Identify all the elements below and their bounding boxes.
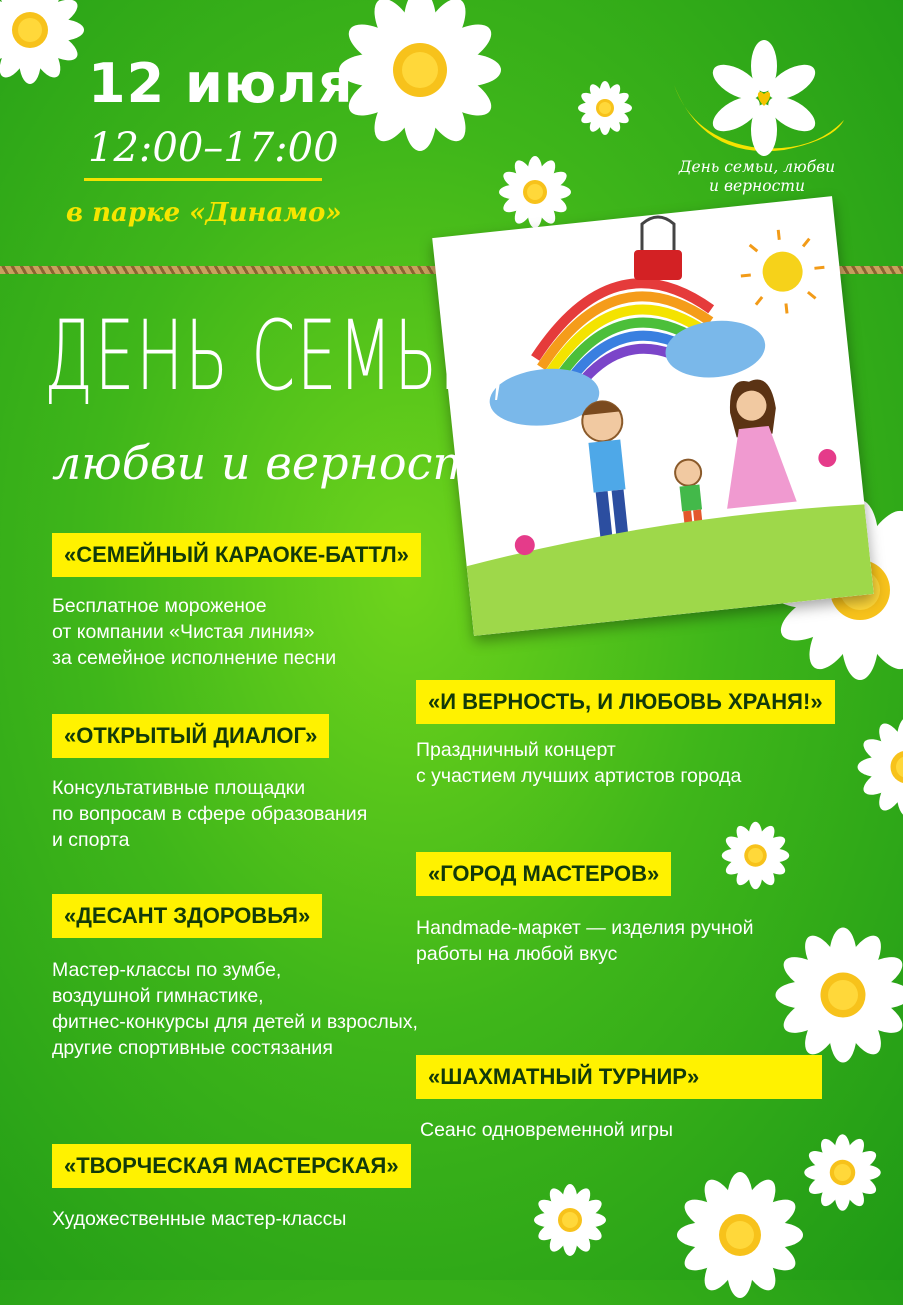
daisy-decoration-icon <box>718 818 793 893</box>
daisy-decoration-icon <box>495 152 575 232</box>
event-description-health: Мастер-классы по зумбе, воздушной гимнастике, фитнес-конкурсы для детей и взрослых, другие спортивные состязания <box>52 959 418 1059</box>
event-date: 12 июля <box>88 52 354 115</box>
event-title-workshop: «ТВОРЧЕСКАЯ МАСТЕРСКАЯ» <box>52 1144 411 1188</box>
event-description-dialog: Консультативные площадки по вопросам в сфере образования и спорта <box>52 777 368 851</box>
event-title-chess: «ШАХМАТНЫЙ ТУРНИР» <box>416 1055 822 1099</box>
logo-text: День семьи, любви и верности <box>678 158 836 195</box>
event-place: в парке «Динамо» <box>66 198 342 228</box>
daisy-decoration-icon <box>330 0 510 160</box>
event-description-workshop: Художественные мастер-классы <box>52 1208 347 1230</box>
event-title-concert: «И ВЕРНОСТЬ, И ЛЮБОВЬ ХРАНЯ!» <box>416 680 835 724</box>
event-time: 12:00–17:00 <box>88 125 339 171</box>
event-title-masters: «ГОРОД МАСТЕРОВ» <box>416 852 671 896</box>
daisy-decoration-icon <box>768 920 903 1070</box>
event-title-health: «ДЕСАНТ ЗДОРОВЬЯ» <box>52 894 322 938</box>
daisy-decoration-icon <box>575 78 635 138</box>
daisy-decoration-icon <box>852 712 903 822</box>
binder-clip-icon <box>628 214 688 284</box>
divider <box>84 178 322 181</box>
daisy-decoration-icon <box>800 1130 885 1215</box>
daisy-decoration-icon <box>670 1165 810 1305</box>
page-title: ДЕНЬ СЕМЬИ, <box>44 300 510 412</box>
event-description-chess: Сеанс одновременной игры <box>420 1119 673 1141</box>
daisy-decoration-icon <box>0 0 90 90</box>
event-description-karaoke: Бесплатное мороженое от компании «Чистая линия» за семейное исполнение песни <box>52 595 337 669</box>
event-title-dialog: «ОТКРЫТЫЙ ДИАЛОГ» <box>52 714 329 758</box>
daisy-decoration-icon <box>530 1180 610 1260</box>
festival-logo-icon <box>664 40 854 160</box>
event-description-concert: Праздничный концерт с участием лучших артистов города <box>416 739 742 787</box>
event-description-masters: Handmade-маркет — изделия ручной работы на любой вкус <box>416 917 754 965</box>
page-subtitle: любви и верности <box>52 436 506 490</box>
event-title-karaoke: «СЕМЕЙНЫЙ КАРАОКЕ-БАТТЛ» <box>52 533 421 577</box>
